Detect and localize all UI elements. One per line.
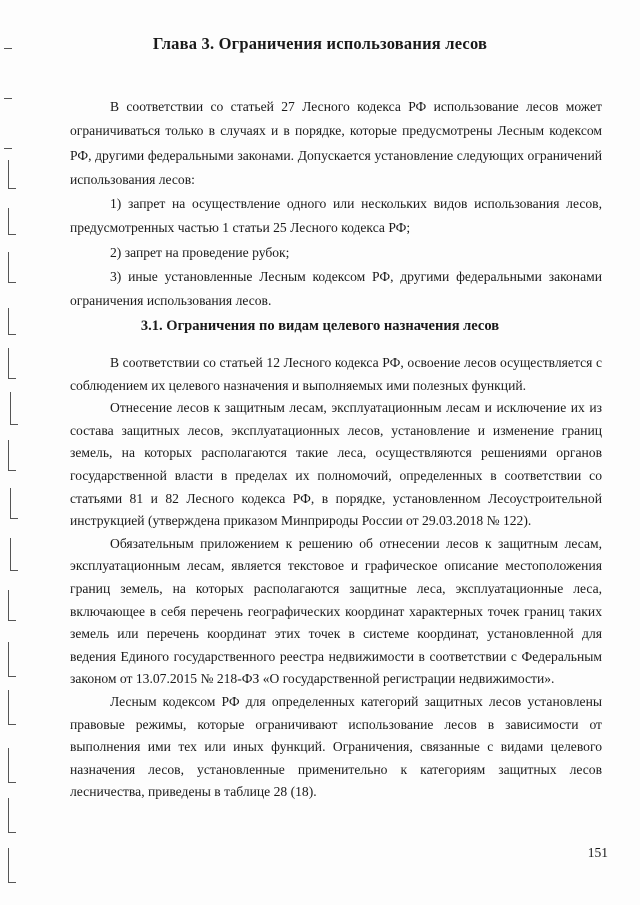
section-paragraph-2: Отнесение лесов к защитным лесам, эксплуатационным лесам и исключение их из состава защитных лесов, эксплуатационных лесов, установление и изменение границ земель, на которых располагаются такие леса, осуществляются решениями органов государственной власти в пределах их полномочий, определенных в соответствии со статьями 81 и 82 Лесного кодекса РФ, в порядке, установленном Лесоустроительной инструкцией (утверждена приказом Минприроды России от 29.03.2018 № 122).: [70, 400, 602, 529]
intro-block: [70, 95, 602, 314]
section-title: 3.1. Ограничения по видам целевого назначения лесов: [140, 318, 500, 334]
intro-paragraph: В соответствии со статьей 27 Лесного кодекса РФ использование лесов может ограничиваться только в случаях и в порядке, которые предусмотрены Лесным кодексом РФ, другими федеральными законами. Допускается установление следующих ограничений использования лесов:: [70, 99, 602, 187]
binding-margin-marks: [4, 30, 24, 890]
section-paragraph-4: Лесным кодексом РФ для определенных категорий защитных лесов установлены правовые режимы, которые ограничивают использование лесов в зависимости от выполнения ими тех или иных функций. Ограничения, связанные с видами целевого назначения лесов, установленные применительно к категориям защитных лесов лесничества, приведены в таблице 28 (18).: [70, 693, 602, 800]
section-paragraph-3: Обязательным приложением к решению об отнесении лесов к защитным лесам, эксплуатационным лесам, является текстовое и графическое описание местоположения границ земель, на которых располагаются защитные леса, эксплуатационные леса, включающее в себя перечень географических координат характерных точек границ таких земель или перечень координат этих точек в системе координат, установленной для ведения Единого государственного реестра недвижимости в соответствии с Федеральным законом от 13.07.2015 № 218-ФЗ «О государственной регистрации недвижимости».: [70, 535, 602, 687]
section-paragraph-1: В соответствии со статьей 12 Лесного кодекса РФ, освоение лесов осуществляется с соблюдением их целевого назначения и выполняемых ими полезных функций.: [70, 355, 602, 393]
chapter-title: Глава 3. Ограничения использования лесов: [152, 34, 488, 53]
restriction-item-3: 3) иные установленные Лесным кодексом РФ, другими федеральными законами ограничения использования лесов.: [70, 269, 602, 309]
page-number: 151: [587, 845, 608, 860]
section-body: [70, 352, 602, 804]
restriction-item-2: 2) запрет на проведение рубок;: [110, 244, 290, 260]
restriction-item-1: 1) запрет на осуществление одного или нескольких видов использования лесов, предусмотренных частью 1 статьи 25 Лесного кодекса РФ;: [70, 196, 602, 236]
